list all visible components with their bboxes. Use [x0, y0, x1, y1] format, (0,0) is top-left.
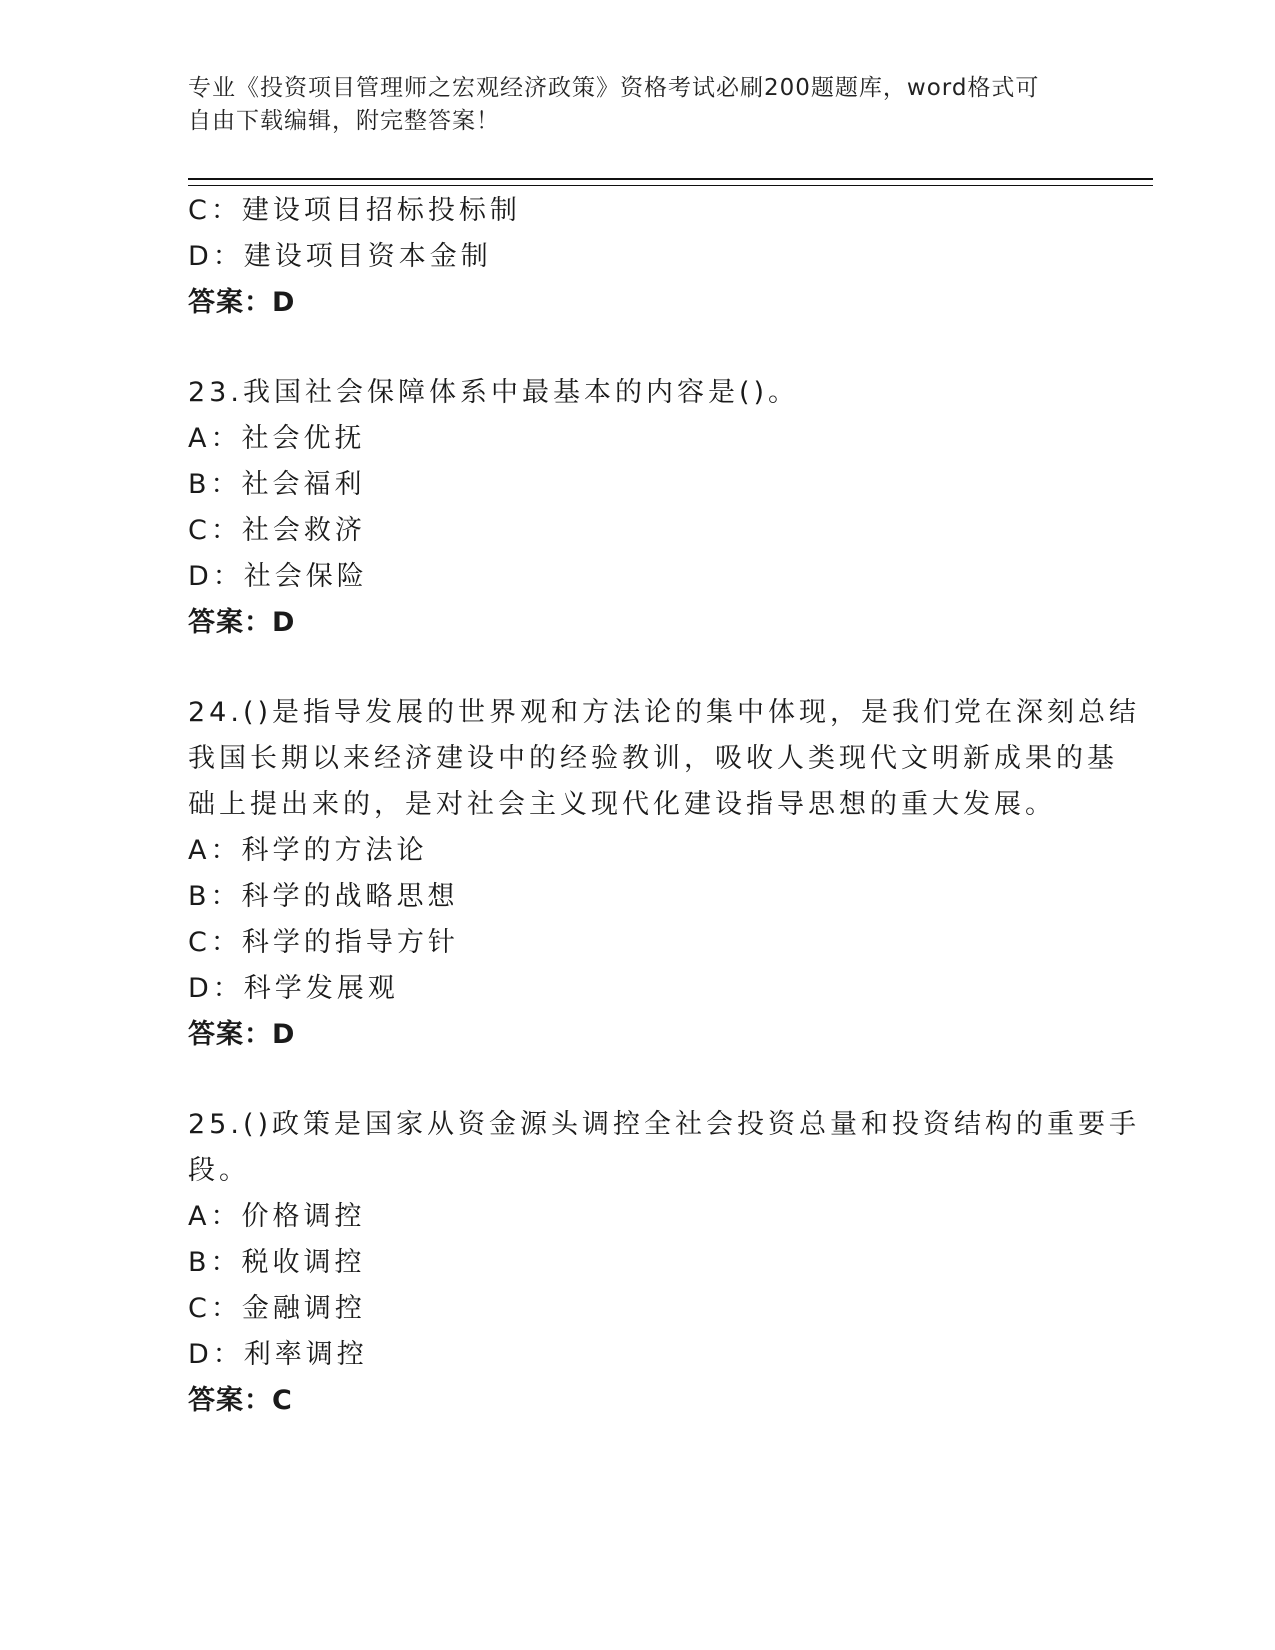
question-23: [188, 370, 1088, 646]
header-line-1: 专业《投资项目管理师之宏观经济政策》资格考试必刷200题题库，word格式可: [188, 75, 1040, 101]
question-24: [188, 690, 1141, 1058]
question-25: [188, 1102, 1141, 1424]
option-b: B：社会福利: [188, 469, 366, 500]
option-b: B：科学的战略思想: [188, 881, 459, 912]
answer-line: 答案：C: [188, 1385, 293, 1416]
question-content: [188, 188, 1141, 1424]
option-b: B：税收调控: [188, 1247, 366, 1278]
answer-line: 答案：D: [188, 607, 296, 638]
option-a: A：社会优抚: [188, 423, 366, 454]
header-divider: [188, 178, 1153, 186]
answer-line: 答案：D: [188, 287, 296, 318]
header-line-2: 自由下载编辑，附完整答案！: [188, 108, 500, 134]
answer-line: 答案：D: [188, 1019, 296, 1050]
question-stem-line-2: 段。: [188, 1155, 250, 1186]
document-header: [188, 72, 1068, 138]
option-c: C：科学的指导方针: [188, 927, 459, 958]
question-stem: 23.我国社会保障体系中最基本的内容是()。: [188, 377, 800, 408]
question-stem-line-2: 我国长期以来经济建设中的经验教训，吸收人类现代文明新成果的基: [188, 743, 1118, 774]
question-stem-line-1: 24.()是指导发展的世界观和方法论的集中体现，是我们党在深刻总结: [188, 697, 1141, 728]
option-a: A：价格调控: [188, 1201, 366, 1232]
option-a: A：科学的方法论: [188, 835, 428, 866]
option-c: C：建设项目招标投标制: [188, 195, 521, 226]
option-d: D：科学发展观: [188, 973, 399, 1004]
option-d: D：社会保险: [188, 561, 368, 592]
option-d: D：利率调控: [188, 1339, 368, 1370]
partial-question-22: [188, 188, 1088, 326]
option-c: C：金融调控: [188, 1293, 366, 1324]
option-d: D：建设项目资本金制: [188, 241, 492, 272]
option-c: C：社会救济: [188, 515, 366, 546]
question-stem-line-3: 础上提出来的，是对社会主义现代化建设指导思想的重大发展。: [188, 789, 1056, 820]
question-stem-line-1: 25.()政策是国家从资金源头调控全社会投资总量和投资结构的重要手: [188, 1109, 1141, 1140]
